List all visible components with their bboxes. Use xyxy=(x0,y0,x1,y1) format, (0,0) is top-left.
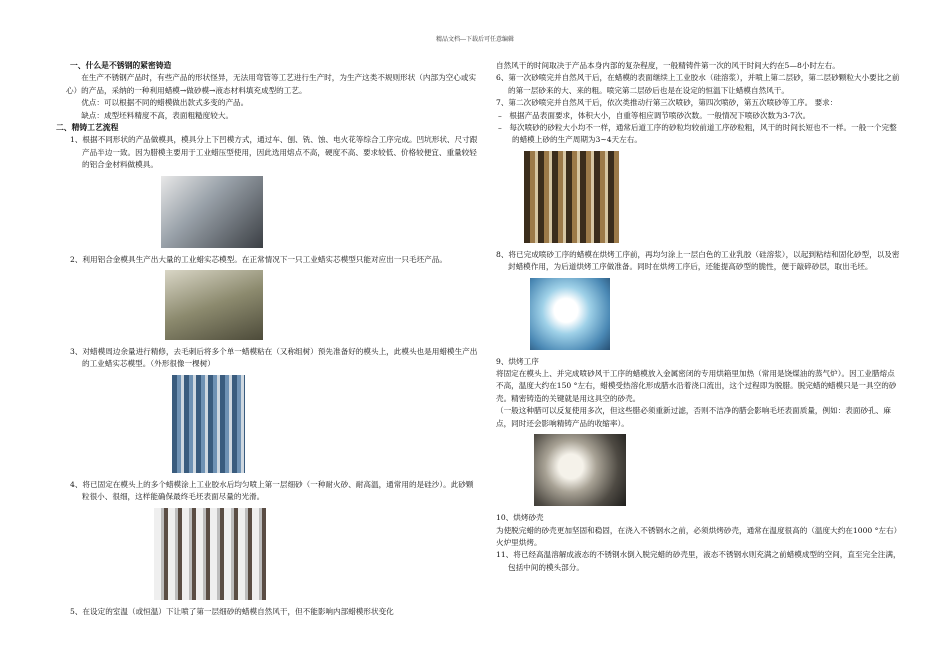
left-column xyxy=(56,60,480,618)
step-8-text: 8、将已完成喷砂工序的蜡模在烘烤工序前，再均匀涂上一层白色的工业乳胶（硅溶浆），以起到粘结和固化砂型，以及密封蜡模作用，为后道烘烤工序做准备。同时在烘烤工序后，还能提高砂型的脆性，便于敲碎砂层，取出毛坯。 xyxy=(496,249,900,272)
definition-paragraph: 在生产不锈钢产品时，有些产品的形状怪异，无法用弯管等工艺进行生产时，为生产这类不规则形状（内部为空心或实心）的产品，采纳的一种利用蜡模→做砂模→液态材料填充成型的工艺。 xyxy=(66,73,477,95)
section-heading-1: 一、什么是不锈钢的紧密铸造 xyxy=(70,61,172,70)
advantage-text: 优点：可以根据不同的蜡模做出款式多变的产品。 xyxy=(81,98,249,108)
step-5-continued: 自然风干的时间取决于产品本身内部的复杂程度，一般精铸件第一次的风干时间大约在5—8小时左右。 xyxy=(496,61,840,70)
drying-rack-photo-icon xyxy=(524,151,619,243)
requirement-item-2: – 每次喷砂的砂粒大小均不一样，通常后道工序的砂粒均较前道工序砂粒粗，风干的时间长短也不一样。一般一个完整的蜡模上砂的生产周期为3~4天左右。 xyxy=(498,123,897,145)
step-2-text: 2、利用铝合金模具生产出大量的工业蜡实芯模型。在正常情况下一只工业蜡实芯模型只能对应出一只毛坯产品。 xyxy=(70,254,447,264)
wax-model-photo-icon xyxy=(165,270,263,340)
sand-coated-tree-photo-icon xyxy=(154,508,266,600)
step-9-paragraph: 将固定在模头上、并完成喷砂风干工序的蜡模放入金属密闭的专用烘箱里加热（常用是饶煤油的蒸气炉）。因工业腊熔点不高，温度大约在150 °左右，蜡模受热溶化形成腊水沿着浇口流出，这个过程即为脱腊。脱完蜡的蜡模只是一具空的砂壳。精密铸造的关键就是用这具空的砂壳。 xyxy=(496,369,897,403)
step-11-text: 11、将已经高温溶解成液态的不锈钢水倒入脱完蜡的砂壳里，液态不锈钢水则充满之前蜡模成型的空间，直至完全注满，包括中间的模头部分。 xyxy=(496,550,901,572)
step-10-heading: 10、烘烤砂壳 xyxy=(496,513,544,523)
step-10-paragraph: 为使脱完蜡的砂壳更加坚固和稳固，在浇入不锈钢水之前，必须烘烤砂壳，通常在温度很高的（温度大约在1000 °左右）火炉里烘烤。 xyxy=(496,525,902,547)
step-9-note: （一般这种腊可以反复使用多次，但这些腊必须重新过滤，否则不洁净的腊会影响毛坯表面质量，例如：表面砂孔、麻点，同时还会影响精铸产品的收缩率）。 xyxy=(496,406,891,428)
section-heading-2: 二、精铸工艺流程 xyxy=(56,123,119,133)
step-3-text: 3、对蜡模周边余量进行精修，去毛刺后将多个单一蜡模粘在（又称组树）预先准备好的模头上，此模头也是用蜡模生产出的工业蜡实芯模型。（外形很像一棵树） xyxy=(70,347,478,369)
step-7-text: 7、第二次砂喷完并自然风干后，依次类推动行第三次喷砂，第四次喷砂，第五次喷砂等工序。 要求： xyxy=(496,98,838,108)
right-column xyxy=(482,60,902,574)
aluminum-mold-photo-icon xyxy=(161,176,263,248)
wax-tree-photo-icon xyxy=(172,375,245,473)
page-header: 精品文档---下载后可任意编辑 xyxy=(435,36,515,43)
requirement-item-1: – 根据产品表面要求，体积大小，自重等相应调节喷砂次数。一般情况下喷砂次数为3-7次。 xyxy=(498,110,811,120)
step-5-text: 5、在设定的室温（或恒温）下让喷了第一层细砂的蜡模自然风干，但不能影响内部蜡模形状变化 xyxy=(70,606,394,616)
step-6-text: 6、第一次砂喷完并自然风干后，在蜡模的表面继续上工业胶水（硅溶浆），并喷上第二层砂，第二层砂颗粒大小要比之前的第一层砂来的大、来的粗。喷完第二层砂后也是在设定的恒温下让蜡模自然风干。 xyxy=(496,73,900,95)
disadvantage-text: 缺点：成型坯料精度不高，表面粗糙度较大。 xyxy=(81,110,234,120)
step-1-text: 1、根据不同形状的产品做模具，模具分上下凹模方式，通过车、刨、铣、蚀、电火花等综合工序完成。凹坑形状、尺寸跟产品半边一致。因为腊模主要用于工业蜡压型使用，因此选用熔点不高，硬度不高、要求较低、价格较便宜、重量较轻的铝合金材料做模具。 xyxy=(70,135,478,170)
step-9-heading: 9、烘烤工序 xyxy=(496,356,539,366)
latex-dip-photo-icon xyxy=(530,278,610,350)
step-4-text: 4、将已固定在模头上的多个蜡模涂上工业胶水后均匀喷上第一层细砂（一种耐火砂、耐高温，通常用的是硅沙）。此砂颗粒很小、很细，这样能确保最终毛坯表面尽量的光滑。 xyxy=(70,479,474,502)
dewaxing-oven-photo-icon xyxy=(534,434,626,506)
